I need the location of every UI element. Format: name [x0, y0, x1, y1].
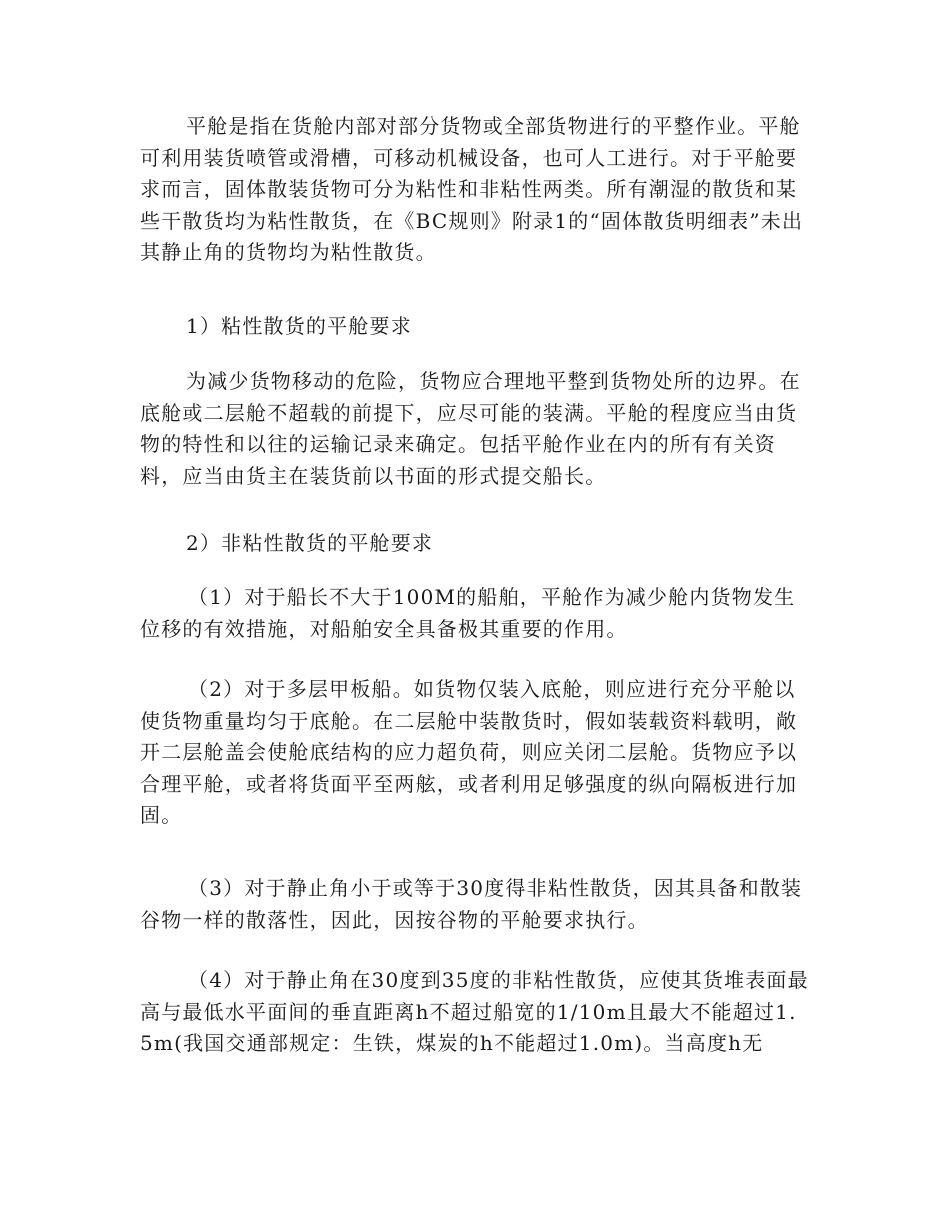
paragraph-item-4: （4）对于静止角在30度到35度的非粘性散货，应使其货堆表面最高与最低水平面间的垂直距离h不超过船宽的1/10m且最大不能超过1.5m(我国交通部规定：生铁，煤炭的h不能超过1.0m)。当高度h无: [140, 968, 809, 1055]
heading-sticky-cargo: 1）粘性散货的平舱要求: [186, 314, 412, 338]
paragraph-item-3: （3）对于静止角小于或等于30度得非粘性散货，因其具备和散装谷物一样的散落性，因此，因按谷物的平舱要求执行。: [140, 876, 803, 932]
paragraph-sticky-cargo: 为减少货物移动的危险，货物应合理地平整到货物处所的边界。在底舱或二层舱不超载的前提下，应尽可能的装满。平舱的程度应当由货物的特性和以往的运输记录来确定。包括平舱作业在内的所有有关资料，应当由货主在装货前以书面的形式提交船长。: [140, 369, 801, 488]
paragraph-item-1: （1）对于船长不大于100M的船舶，平舱作为减少舱内货物发生位移的有效措施，对船舶安全具备极其重要的作用。: [140, 585, 796, 641]
heading-non-sticky-cargo: 2）非粘性散货的平舱要求: [186, 531, 434, 555]
paragraph-item-2: （2）对于多层甲板船。如货物仅装入底舱，则应进行充分平舱以使货物重量均匀于底舱。在二层舱中装散货时，假如装载资料载明，敞开二层舱盖会使舱底结构的应力超负荷，则应关闭二层舱。货物应予以合理平舱，或者将货面平至两舷，或者利用足够强度的纵向隔板进行加固。: [140, 677, 798, 827]
paragraph-intro: 平舱是指在货舱内部对部分货物或全部货物进行的平整作业。平舱可利用装货喷管或滑槽，可移动机械设备，也可人工进行。对于平舱要求而言，固体散装货物可分为粘性和非粘性两类。所有潮湿的散货和某些干散货均为粘性散货，在《BC规则》附录1的“固体散货明细表”未出其静止角的货物均为粘性散货。: [140, 114, 804, 264]
